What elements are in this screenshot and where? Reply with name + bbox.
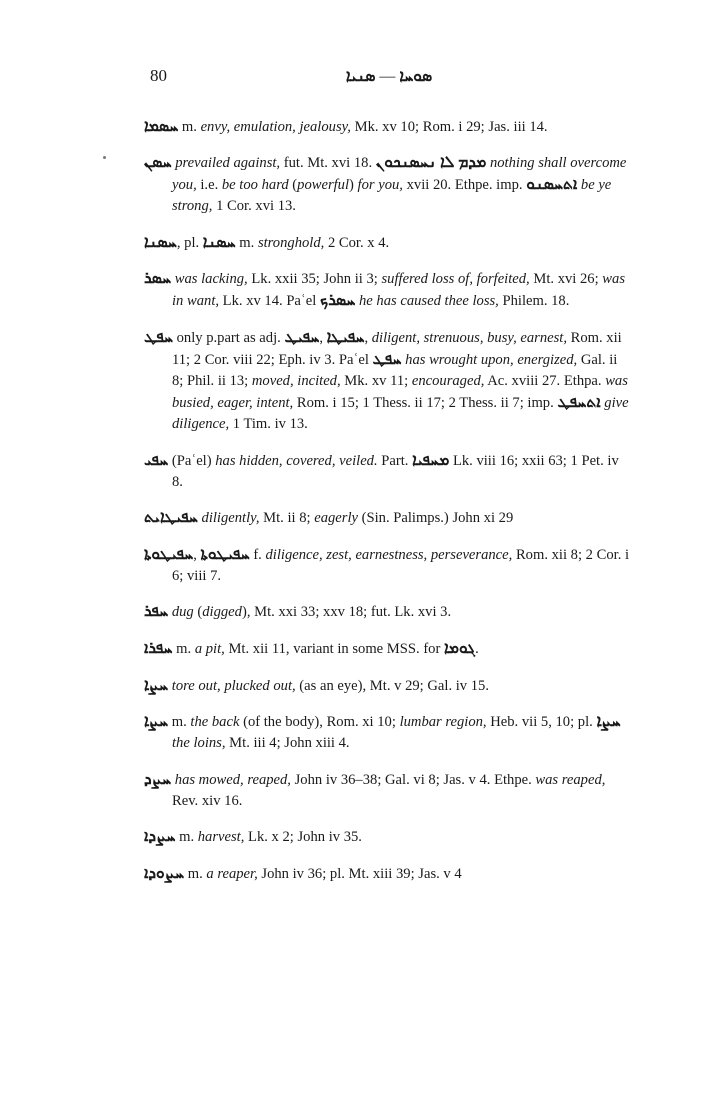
entry-text: Mk. xv 11; bbox=[340, 372, 412, 389]
syriac-headword: ܚܦܝ bbox=[144, 451, 169, 469]
definition-text: digged bbox=[202, 604, 242, 621]
dictionary-entry bbox=[144, 638, 630, 660]
dictionary-entries bbox=[144, 101, 630, 891]
dictionary-entry bbox=[144, 601, 630, 623]
syriac-headword: ܚܣܢ bbox=[144, 154, 172, 172]
entry-text: Rev. xiv 16. bbox=[172, 792, 243, 809]
entry-text: Mt. xvi 26; bbox=[529, 271, 603, 288]
syriac-headword: ܚܦܝܛܘܬܐ bbox=[200, 545, 250, 563]
entry-text: , bbox=[319, 329, 327, 346]
definition-text: has wrought upon, energized, bbox=[405, 351, 578, 368]
definition-text: envy, emulation, jealousy, bbox=[200, 118, 351, 135]
margin-mark bbox=[103, 156, 106, 159]
syriac-headword: ܚܦܛ bbox=[372, 350, 402, 368]
syriac-headword: ܡܚܦܝܐ bbox=[412, 451, 450, 469]
syriac-headword: ܚܨܕܐ bbox=[144, 828, 176, 846]
dictionary-entry bbox=[144, 327, 630, 435]
syriac-headword: ܚܣܢܐ bbox=[202, 233, 236, 251]
dictionary-entry bbox=[144, 450, 630, 493]
definition-text: tore out, plucked out, bbox=[171, 677, 296, 694]
entry-text: 2 Cor. x 4. bbox=[324, 234, 390, 251]
syriac-headword: ܚܨܘܕܐ bbox=[144, 864, 185, 882]
page-number: 80 bbox=[150, 66, 167, 85]
syriac-headword: ܚܨܕ bbox=[144, 770, 172, 788]
syriac-headword: ܚܦܪ bbox=[144, 603, 169, 621]
entry-text: John iv 36–38; Gal. vi 8; Jas. v 4. Ethpe. bbox=[290, 771, 536, 788]
entry-text: Rom. i 15; 1 Thess. ii 17; 2 Thess. ii 7; imp. bbox=[293, 394, 558, 411]
definition-text: has mowed, reaped, bbox=[174, 771, 291, 788]
running-head-left: ܣܘܚܐ bbox=[399, 68, 433, 85]
entry-text: , pl. bbox=[176, 234, 203, 251]
entry-text: m. bbox=[175, 829, 198, 846]
syriac-headword: ܡܕܡ ܠܐ ܢܚܣܢܟܘܢ bbox=[375, 154, 487, 172]
entry-text: m. bbox=[235, 234, 258, 251]
entry-text: John iv 36; pl. Mt. xiii 39; Jas. v 4 bbox=[257, 865, 462, 882]
entry-text: ), Mt. xxi 33; xxv 18; fut. Lk. xvi 3. bbox=[241, 604, 452, 621]
syriac-headword: ܚܨܐ bbox=[144, 713, 169, 731]
entry-text: Heb. vii 5, 10; pl. bbox=[486, 714, 597, 731]
dictionary-entry bbox=[144, 863, 630, 885]
entry-text: ( bbox=[288, 177, 298, 194]
syriac-headword: ܓܘܡܐ bbox=[443, 639, 476, 657]
entry-text: i.e. bbox=[196, 177, 222, 194]
definition-text: the loins, bbox=[172, 735, 226, 752]
entry-text: (Paʿel) bbox=[168, 452, 216, 469]
entry-text: ( bbox=[193, 604, 203, 621]
definition-text: eagerly bbox=[314, 510, 358, 527]
entry-text: Mt. xii 11, variant in some MSS. for bbox=[224, 640, 444, 657]
entry-text: Mt. ii 8; bbox=[259, 510, 315, 527]
running-head-right: ܣܢܝܐ bbox=[345, 68, 376, 85]
definition-text: was busied, eager, intent, bbox=[172, 372, 628, 411]
entry-text: only p.part as adj. bbox=[172, 329, 285, 346]
definition-text: was reaped, bbox=[535, 771, 606, 788]
definition-text: has hidden, covered, veiled. bbox=[215, 452, 378, 469]
dictionary-entry bbox=[144, 152, 630, 217]
syriac-headword: ܐܬܚܣܢܘ bbox=[526, 176, 578, 194]
definition-text: prevailed against, bbox=[175, 155, 281, 172]
entry-text: 1 Tim. iv 13. bbox=[229, 415, 308, 432]
definition-text: a pit, bbox=[194, 640, 225, 657]
entry-text: (Sin. Palimps.) John xi 29 bbox=[357, 510, 514, 527]
definition-text: harvest, bbox=[197, 829, 245, 846]
entry-text: Rom. xii 11; 2 Cor. viii 22; Eph. iv 3. Paʿel bbox=[172, 329, 622, 368]
definition-text: be ye strong, bbox=[172, 177, 612, 215]
entry-text: (as an eye), Mt. v 29; Gal. iv 15. bbox=[295, 677, 489, 694]
definition-text: diligence, zest, earnestness, perseverance, bbox=[265, 546, 513, 563]
definition-text: the back bbox=[190, 714, 240, 731]
definition-text: give diligence, bbox=[172, 394, 629, 432]
definition-text: suffered loss of, forfeited, bbox=[381, 271, 530, 288]
dictionary-entry bbox=[144, 826, 630, 848]
entry-text: Lk. xv 14. Paʿel bbox=[219, 293, 320, 310]
entry-text: 1 Cor. xvi 13. bbox=[212, 198, 296, 215]
running-head-separator: — bbox=[379, 68, 396, 85]
definition-text: be too hard bbox=[221, 177, 289, 194]
entry-text: . bbox=[475, 640, 479, 657]
definition-text: dug bbox=[171, 604, 194, 621]
syriac-headword: ܚܣܪܟ bbox=[319, 292, 356, 310]
syriac-headword: ܚܦܝܛ bbox=[284, 328, 320, 346]
definition-text: nothing shall overcome you, bbox=[172, 155, 627, 194]
entry-text: Mk. xv 10; Rom. i 29; Jas. iii 14. bbox=[350, 118, 548, 135]
entry-text: Lk. x 2; John iv 35. bbox=[244, 829, 362, 846]
syriac-headword: ܚܦܪܐ bbox=[144, 639, 173, 657]
entry-text: , bbox=[193, 546, 201, 563]
syriac-headword: ܚܨܐ bbox=[144, 676, 169, 694]
page-header bbox=[150, 66, 628, 90]
dictionary-entry bbox=[144, 544, 630, 587]
entry-text: Part. bbox=[377, 452, 413, 469]
dictionary-entry bbox=[144, 675, 630, 697]
definition-text: he has caused thee loss, bbox=[359, 293, 499, 310]
dictionary-entry bbox=[144, 769, 630, 812]
dictionary-entry bbox=[144, 268, 630, 312]
entry-text: , bbox=[364, 329, 372, 346]
dictionary-entry bbox=[144, 507, 630, 529]
entry-text: fut. Mt. xvi 18. bbox=[280, 155, 376, 172]
entry-text: m. bbox=[168, 714, 191, 731]
entry-text: Rom. xii 8; 2 Cor. i 6; viii 7. bbox=[172, 546, 630, 584]
dictionary-entry bbox=[144, 116, 630, 138]
syriac-headword: ܚܣܡܐ bbox=[144, 117, 179, 135]
dictionary-entry bbox=[144, 711, 630, 754]
definition-text: lumbar region, bbox=[399, 714, 487, 731]
entry-text: Lk. xxii 35; John ii 3; bbox=[247, 271, 382, 288]
entry-text: xvii 20. Ethpe. imp. bbox=[402, 177, 527, 194]
running-head bbox=[150, 64, 628, 87]
definition-text: a reaper, bbox=[206, 865, 258, 882]
definition-text: was lacking, bbox=[174, 271, 248, 288]
entry-text: f. bbox=[249, 546, 266, 563]
entry-text: ) bbox=[349, 177, 358, 194]
definition-text: encouraged, bbox=[411, 372, 485, 389]
definition-text: stronghold, bbox=[257, 234, 325, 251]
entry-text: m. bbox=[178, 118, 201, 135]
entry-text: Ac. xviii 27. Ethpa. bbox=[484, 372, 606, 389]
syriac-headword: ܚܣܢܐ bbox=[144, 233, 177, 251]
syriac-headword: ܚܣܪ bbox=[144, 270, 172, 288]
syriac-headword: ܚܦܝܛܐܝܬ bbox=[144, 509, 198, 527]
syriac-headword: ܐܬܚܦܛ bbox=[557, 393, 601, 411]
dictionary-entry bbox=[144, 232, 630, 254]
entry-text: Mt. iii 4; John xiii 4. bbox=[225, 735, 350, 752]
entry-text: m. bbox=[184, 865, 207, 882]
syriac-headword: ܚܨܐ bbox=[596, 713, 621, 731]
syriac-headword: ܚܦܝܛܘܬܐ bbox=[144, 545, 194, 563]
syriac-headword: ܚܦܛ bbox=[144, 328, 173, 346]
entry-text: m. bbox=[172, 640, 195, 657]
definition-text: powerful bbox=[297, 177, 350, 194]
entry-text: Philem. 18. bbox=[498, 293, 570, 310]
entry-text: (of the body), Rom. xi 10; bbox=[239, 714, 400, 731]
entry-text: Gal. ii 8; Phil. ii 13; bbox=[172, 351, 618, 389]
definition-text: diligently, bbox=[201, 510, 260, 527]
syriac-headword: ܚܦܝܛܐ bbox=[326, 328, 365, 346]
definition-text: moved, incited, bbox=[251, 372, 341, 389]
definition-text: for you, bbox=[357, 177, 403, 194]
entry-text: Lk. viii 16; xxii 63; 1 Pet. iv 8. bbox=[172, 452, 619, 490]
definition-text: was in want, bbox=[172, 271, 626, 310]
definition-text: diligent, strenuous, busy, earnest, bbox=[371, 329, 567, 346]
